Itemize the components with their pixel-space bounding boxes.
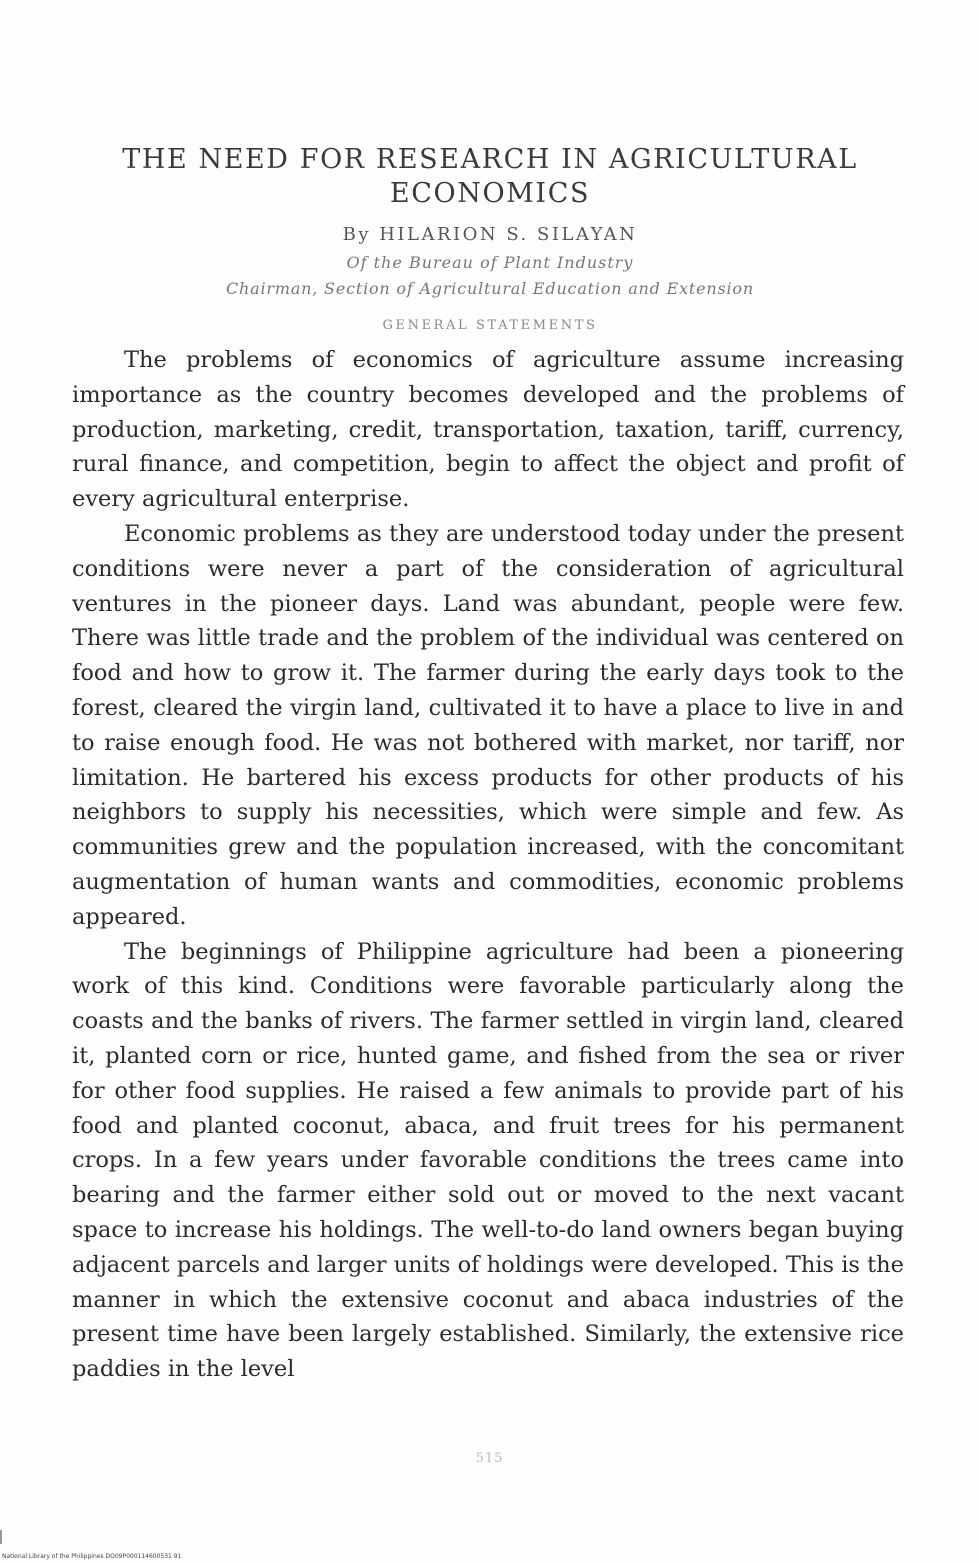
scan-credit: National Library of the Philippines DO09P000114600531 91	[2, 1553, 182, 1560]
title-line-2: ECONOMICS	[389, 178, 591, 209]
author-byline: By HILARION S. SILAYAN	[342, 224, 638, 245]
title-line-1: THE NEED FOR RESEARCH IN AGRICULTURAL	[122, 144, 858, 175]
paragraph: The problems of economics of agriculture assume increasing importance as the country becomes developed and the problems of production, marketing, credit, transportation, taxation, tariff, currency, rural finance, and competition, begin to affect the object and profit of every agricultural enterprise.	[72, 347, 904, 513]
author-affiliation: Of the Bureau of Plant Industry	[346, 253, 634, 272]
author-position: Chairman, Section of Agricultural Education and Extension	[226, 279, 754, 298]
article-title	[70, 143, 910, 211]
scan-edge-mark	[0, 1530, 2, 1544]
page-number: 515	[475, 1451, 504, 1466]
paragraph: Economic problems as they are understood today under the present conditions were never a part of the consideration of agricultural ventures in the pioneer days. Land was abundant, people were few. There was little trade and the problem of the individual was centered on food and how to grow it. The farmer during the early days took to the forest, cleared the virgin land, cultivated it to have a place to live in and to raise enough food. He was not bothered with market, nor tariff, nor limitation. He bartered his excess products for other products of his neighbors to supply his necessities, which were simple and few. As communities grew and the population increased, with the concomitant augmentation of human wants and commodities, economic problems appeared.	[72, 520, 904, 930]
paragraph: The beginnings of Philippine agriculture had been a pioneering work of this kind. Conditions were favorable particularly along the coasts and the banks of rivers. The farmer settled in virgin land, cleared it, planted corn or rice, hunted game, and fished from the sea or river for other food supplies. He raised a few animals to provide part of his food and planted coconut, abaca, and fruit trees for his permanent crops. In a few years under favorable conditions the trees came into bearing and the farmer either sold out or moved to the next vacant space to increase his holdings. The well-to-do land owners began buying adjacent parcels and larger units of holdings were developed. This is the manner in which the extensive coconut and abaca industries of the present time have been largely established. Similarly, the extensive rice paddies in the level	[72, 938, 904, 1383]
article-body	[72, 343, 904, 1387]
section-heading: GENERAL STATEMENTS	[382, 318, 598, 333]
